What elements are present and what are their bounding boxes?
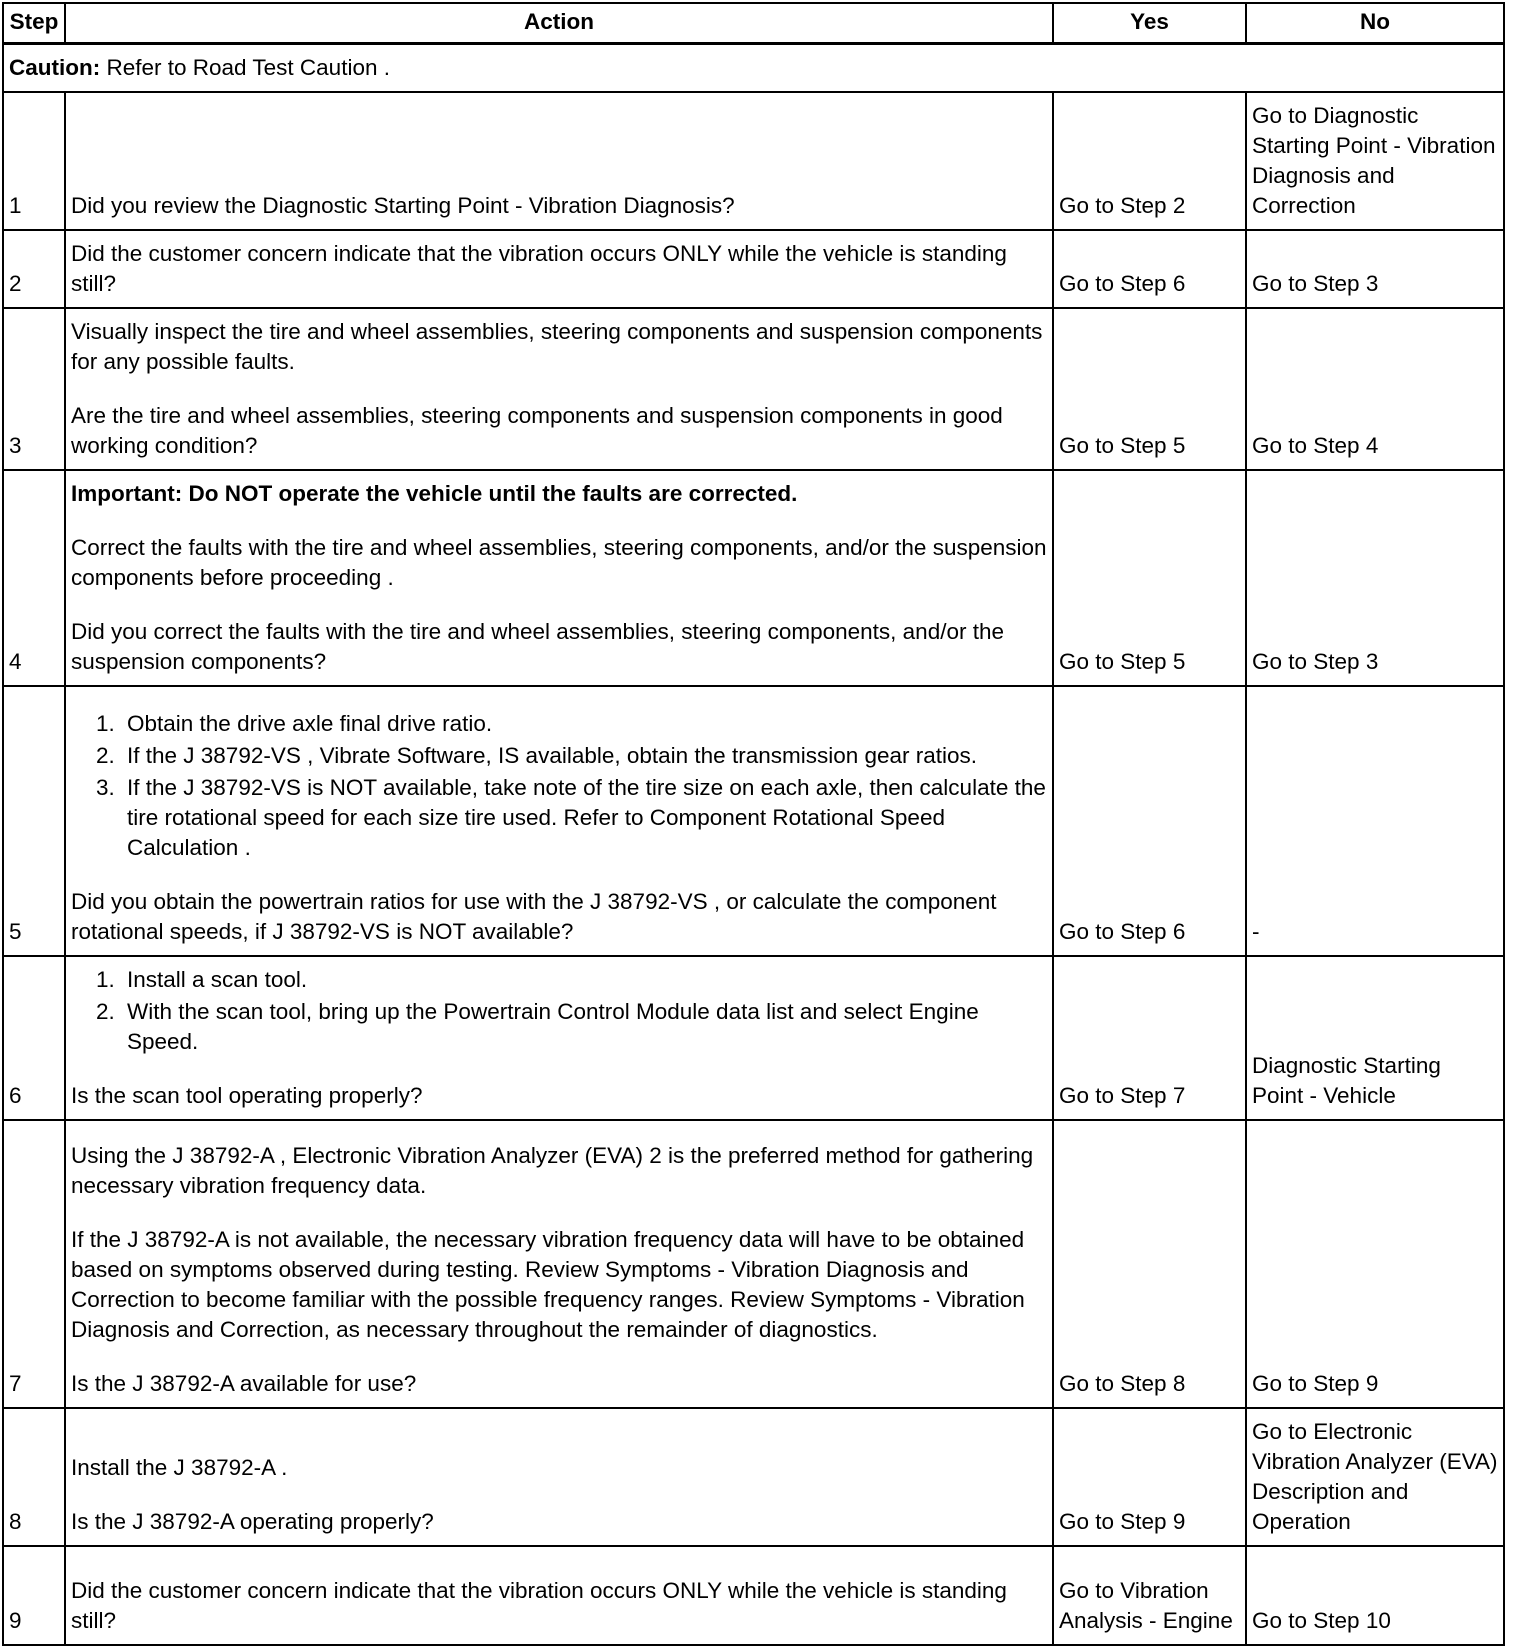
yes-cell[interactable]: Go to Step 8 xyxy=(1053,1120,1246,1408)
yes-cell[interactable]: Go to Step 6 xyxy=(1053,230,1246,308)
header-yes: Yes xyxy=(1053,3,1246,44)
caution-text: Refer to Road Test Caution . xyxy=(100,55,390,80)
no-cell[interactable]: Diagnostic Starting Point - Vehicle xyxy=(1246,956,1504,1120)
table-row xyxy=(3,1120,1504,1408)
list-item: 1. Obtain the drive axle final drive ratio. xyxy=(121,709,1047,739)
list-item: 1. Install a scan tool. xyxy=(121,965,1047,995)
step-number: 7 xyxy=(3,1120,65,1408)
step-number: 5 xyxy=(3,686,65,956)
procedure-list xyxy=(71,709,1047,863)
step-number: 2 xyxy=(3,230,65,308)
action-text: Correct the faults with the tire and wheel assemblies, steering components, and/or the suspension components before proceeding . xyxy=(71,535,1047,590)
yes-cell[interactable]: Go to Step 5 xyxy=(1053,308,1246,470)
step-number: 3 xyxy=(3,308,65,470)
action-text: Visually inspect the tire and wheel assemblies, steering components and suspension components for any possible faults. xyxy=(71,319,1043,374)
list-item: 2. With the scan tool, bring up the Powertrain Control Module data list and select Engine Speed. xyxy=(121,997,1047,1057)
table-row xyxy=(3,686,1504,956)
no-cell[interactable]: Go to Electronic Vibration Analyzer (EVA) Description and Operation xyxy=(1246,1408,1504,1546)
action-cell xyxy=(65,1408,1053,1546)
action-question: Is the scan tool operating properly? xyxy=(71,1083,423,1108)
procedure-list xyxy=(71,965,1047,1057)
no-cell[interactable]: Go to Diagnostic Starting Point - Vibration Diagnosis and Correction xyxy=(1246,92,1504,230)
yes-cell[interactable]: Go to Step 2 xyxy=(1053,92,1246,230)
list-item: 3. If the J 38792-VS is NOT available, take note of the tire size on each axle, then calculate the tire rotational speed for each size tire used. Refer to Component Rotational Speed Calculation . xyxy=(121,773,1047,863)
no-cell: - xyxy=(1246,686,1504,956)
yes-cell[interactable]: Go to Step 9 xyxy=(1053,1408,1246,1546)
table-row xyxy=(3,308,1504,470)
action-question: Did you correct the faults with the tire and wheel assemblies, steering components, and/or the suspension components? xyxy=(71,619,1004,674)
no-cell[interactable]: Go to Step 3 xyxy=(1246,230,1504,308)
header-no: No xyxy=(1246,3,1504,44)
caution-row xyxy=(3,44,1504,93)
action-cell xyxy=(65,308,1053,470)
table-row xyxy=(3,956,1504,1120)
yes-cell[interactable]: Go to Step 6 xyxy=(1053,686,1246,956)
action-cell xyxy=(65,470,1053,686)
no-cell[interactable]: Go to Step 10 xyxy=(1246,1546,1504,1645)
action-text: Using the J 38792-A , Electronic Vibration Analyzer (EVA) 2 is the preferred method for gathering necessary vibration frequency data. xyxy=(71,1143,1034,1198)
action-cell xyxy=(65,686,1053,956)
action-cell xyxy=(65,92,1053,230)
no-cell[interactable]: Go to Step 4 xyxy=(1246,308,1504,470)
header-row xyxy=(3,3,1504,44)
action-cell xyxy=(65,1546,1053,1645)
important-note: Important: Do NOT operate the vehicle until the faults are corrected. xyxy=(71,481,798,506)
action-question: Are the tire and wheel assemblies, steering components and suspension components in good working condition? xyxy=(71,403,1003,458)
step-number: 9 xyxy=(3,1546,65,1645)
action-text: Install the J 38792-A . xyxy=(71,1455,288,1480)
yes-cell[interactable]: Go to Step 7 xyxy=(1053,956,1246,1120)
step-number: 1 xyxy=(3,92,65,230)
yes-cell[interactable]: Go to Step 5 xyxy=(1053,470,1246,686)
action-cell xyxy=(65,956,1053,1120)
action-text: Did you review the Diagnostic Starting Point - Vibration Diagnosis? xyxy=(71,193,735,218)
no-cell[interactable]: Go to Step 9 xyxy=(1246,1120,1504,1408)
step-number: 4 xyxy=(3,470,65,686)
table-row xyxy=(3,92,1504,230)
action-text: If the J 38792-A is not available, the necessary vibration frequency data will have to be obtained based on symptoms observed during testing. Review Symptoms - Vibration Diagnosis and Correction to become familiar with the possible frequency ranges. Review Symptoms - Vibration Diagnosis and Correction, as necessary throughout the remainder of diagnostics. xyxy=(71,1227,1025,1342)
no-cell[interactable]: Go to Step 3 xyxy=(1246,470,1504,686)
table-row xyxy=(3,1546,1504,1645)
action-text: Did the customer concern indicate that the vibration occurs ONLY while the vehicle is standing still? xyxy=(71,241,1007,296)
header-action: Action xyxy=(65,3,1053,44)
caution-cell xyxy=(3,44,1504,93)
table-row xyxy=(3,230,1504,308)
action-cell xyxy=(65,230,1053,308)
header-step: Step xyxy=(3,3,65,44)
step-number: 8 xyxy=(3,1408,65,1546)
list-item: 2. If the J 38792-VS , Vibrate Software, IS available, obtain the transmission gear ratios. xyxy=(121,741,1047,771)
step-number: 6 xyxy=(3,956,65,1120)
action-question: Did you obtain the powertrain ratios for use with the J 38792-VS , or calculate the component rotational speeds, if J 38792-VS is NOT available? xyxy=(71,889,997,944)
caution-label: Caution: xyxy=(9,55,101,80)
yes-cell[interactable]: Go to Vibration Analysis - Engine xyxy=(1053,1546,1246,1645)
action-question: Is the J 38792-A available for use? xyxy=(71,1371,417,1396)
action-question: Is the J 38792-A operating properly? xyxy=(71,1509,434,1534)
diagnostic-table xyxy=(2,2,1505,1646)
table-row xyxy=(3,470,1504,686)
table-row xyxy=(3,1408,1504,1546)
action-text: Did the customer concern indicate that the vibration occurs ONLY while the vehicle is standing still? xyxy=(71,1578,1007,1633)
action-cell xyxy=(65,1120,1053,1408)
